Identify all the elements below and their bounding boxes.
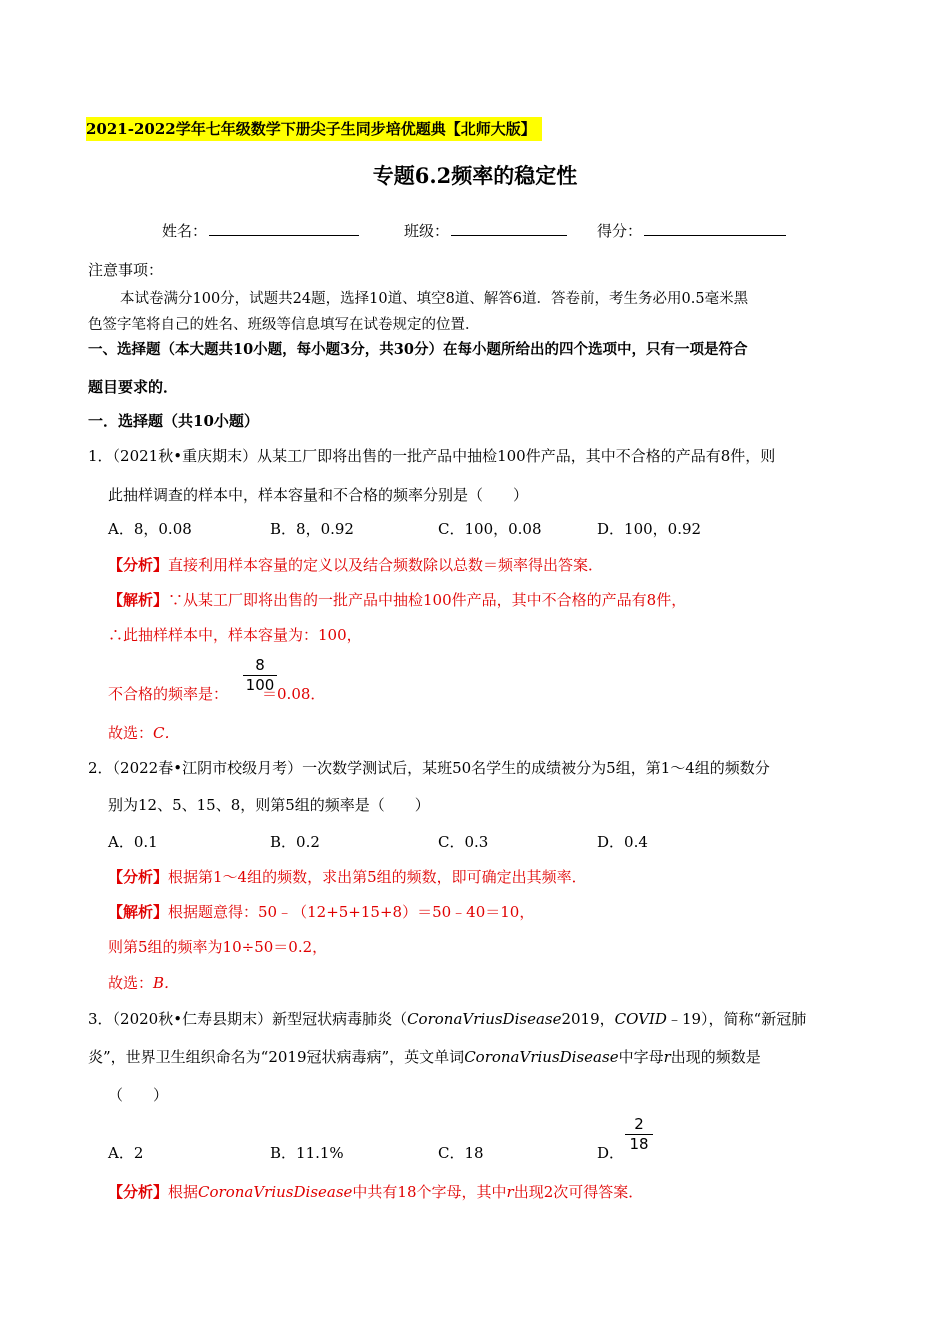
q1-fraction <box>243 657 277 694</box>
q1-answer-prefix: 故选： <box>108 724 154 742</box>
q1-step-2-prefix: 不合格的频率是： <box>108 685 229 703</box>
q1-option-b[interactable]: B．8，0.92 <box>270 520 354 538</box>
q1-fraction-numerator: 8 <box>255 656 265 674</box>
q1-analysis-tag: 【分析】 <box>108 556 169 574</box>
q2-option-a[interactable]: A．0.1 <box>108 833 158 851</box>
q3-option-c[interactable]: C．18 <box>438 1144 484 1162</box>
q2-solution <box>108 901 534 922</box>
q3-line-1-covid: COVID <box>614 1010 667 1028</box>
q1-option-c[interactable]: C．100，0.08 <box>438 520 542 538</box>
q2-line-2: 别为12、5、15、8，则第5组的频率是（ ） <box>108 796 430 814</box>
notice-line-2: 色签字笔将自己的姓名、班级等信息填写在试卷规定的位置． <box>88 317 480 333</box>
q1-answer <box>108 722 180 743</box>
q2-solution-tag: 【解析】 <box>108 903 169 921</box>
q3-option-d-fraction <box>625 1116 653 1153</box>
q3-option-d-denominator: 18 <box>629 1135 649 1153</box>
section-intro-line-2: 题目要求的． <box>88 378 179 396</box>
name-label: 姓名： <box>162 222 208 240</box>
header-banner: 2021-2022学年七年级数学下册尖子生同步培优题典【北师大版】 <box>86 117 542 141</box>
notice-heading: 注意事项： <box>88 261 164 279</box>
q1-step-2-suffix: ＝0.08． <box>262 685 326 703</box>
q3-line-1-term: CoronaVriusDisease <box>407 1010 562 1028</box>
q3-line-1-a: 3．（2020秋•仁寿县期末）新型冠状病毒肺炎（ <box>88 1010 408 1028</box>
q3-line-1-c: ﹣19），简称“新冠肺 <box>666 1010 807 1028</box>
q3-option-b[interactable]: B．11.1% <box>270 1144 344 1162</box>
q3-option-d-numerator: 2 <box>634 1115 644 1133</box>
score-label: 得分： <box>597 222 643 240</box>
q1-fraction-denominator: 100 <box>245 676 275 694</box>
class-label: 班级： <box>404 222 450 240</box>
q2-analysis-tag: 【分析】 <box>108 868 169 886</box>
q1-line-1: 1．（2021秋•重庆期末）从某工厂即将出售的一批产品中抽检100件产品，其中不合格的产品有8件，则 <box>88 447 776 465</box>
q1-solution <box>108 589 686 610</box>
score-blank[interactable] <box>644 221 786 236</box>
q1-option-d[interactable]: D．100，0.92 <box>597 520 702 538</box>
q3-analysis-r: r <box>506 1183 514 1201</box>
q1-answer-choice: C． <box>153 724 180 742</box>
q2-option-b[interactable]: B．0.2 <box>270 833 320 851</box>
section-heading: 一．选择题（共10小题） <box>88 412 259 430</box>
q3-analysis-a: 根据 <box>168 1183 199 1201</box>
q3-analysis-b: 中共有18个字母，其中 <box>352 1183 507 1201</box>
score-field <box>597 220 786 241</box>
q3-analysis <box>108 1181 643 1202</box>
q1-step-1: ∴此抽样样本中，样本容量为：100， <box>108 626 362 644</box>
q1-option-a[interactable]: A．8，0.08 <box>108 520 192 538</box>
q3-line-2-c: 出现的频数是 <box>670 1048 761 1066</box>
q1-analysis-text: 直接利用样本容量的定义以及结合频数除以总数＝频率得出答案． <box>168 556 604 574</box>
q1-line-2: 此抽样调查的样本中，样本容量和不合格的频率分别是（ ） <box>108 486 529 504</box>
q3-option-d[interactable]: D． <box>597 1144 625 1162</box>
q3-line-2-r: r <box>663 1048 671 1066</box>
q3-line-2-term: CoronaVriusDisease <box>464 1048 619 1066</box>
notice-line-1: 本试卷满分100分，试题共24题，选择10道、填空8道、解答6道．答卷前，考生务必用0.5毫米黑 <box>120 291 749 307</box>
name-blank[interactable] <box>209 221 359 236</box>
q2-analysis-text: 根据第1～4组的频数，求出第5组的频数，即可确定出其频率． <box>168 868 587 886</box>
q2-answer <box>108 972 179 993</box>
q3-option-a[interactable]: A．2 <box>108 1144 144 1162</box>
q2-solution-text: 根据题意得：50﹣（12+5+15+8）＝50﹣40＝10， <box>168 903 535 921</box>
class-blank[interactable] <box>451 221 567 236</box>
q2-analysis <box>108 866 587 887</box>
q2-answer-prefix: 故选： <box>108 974 154 992</box>
q3-line-3: （ ） <box>108 1086 169 1104</box>
q1-analysis <box>108 554 603 575</box>
q2-line-1: 2．（2022春•江阴市校级月考）一次数学测试后，某班50名学生的成绩被分为5组，第1～4组的频数分 <box>88 759 770 777</box>
page-title: 专题6.2频率的稳定性 <box>372 163 578 188</box>
class-field <box>404 220 567 241</box>
q2-option-c[interactable]: C．0.3 <box>438 833 489 851</box>
q1-step-2 <box>108 683 325 704</box>
section-intro-line-1: 一、选择题（本大题共10小题，每小题3分，共30分）在每小题所给出的四个选项中，只有一项是符合 <box>88 341 748 358</box>
q3-line-1-b: 2019， <box>561 1010 615 1028</box>
q2-option-d[interactable]: D．0.4 <box>597 833 648 851</box>
q3-line-2-b: 中字母 <box>618 1048 664 1066</box>
q1-solution-text: ∵从某工厂即将出售的一批产品中抽检100件产品，其中不合格的产品有8件， <box>168 591 687 609</box>
q3-analysis-term: CoronaVriusDisease <box>198 1183 353 1201</box>
q2-answer-choice: B． <box>153 974 180 992</box>
name-field <box>162 220 359 241</box>
q3-line-2 <box>88 1046 761 1067</box>
q2-step-1: 则第5组的频率为10÷50＝0.2， <box>108 938 328 956</box>
q1-solution-tag: 【解析】 <box>108 591 169 609</box>
q3-analysis-tag: 【分析】 <box>108 1183 169 1201</box>
q3-analysis-c: 出现2次可得答案． <box>513 1183 644 1201</box>
q3-line-1 <box>88 1008 806 1029</box>
q3-line-2-a: 炎”，世界卫生组织命名为“2019冠状病毒病”，英文单词 <box>88 1048 465 1066</box>
